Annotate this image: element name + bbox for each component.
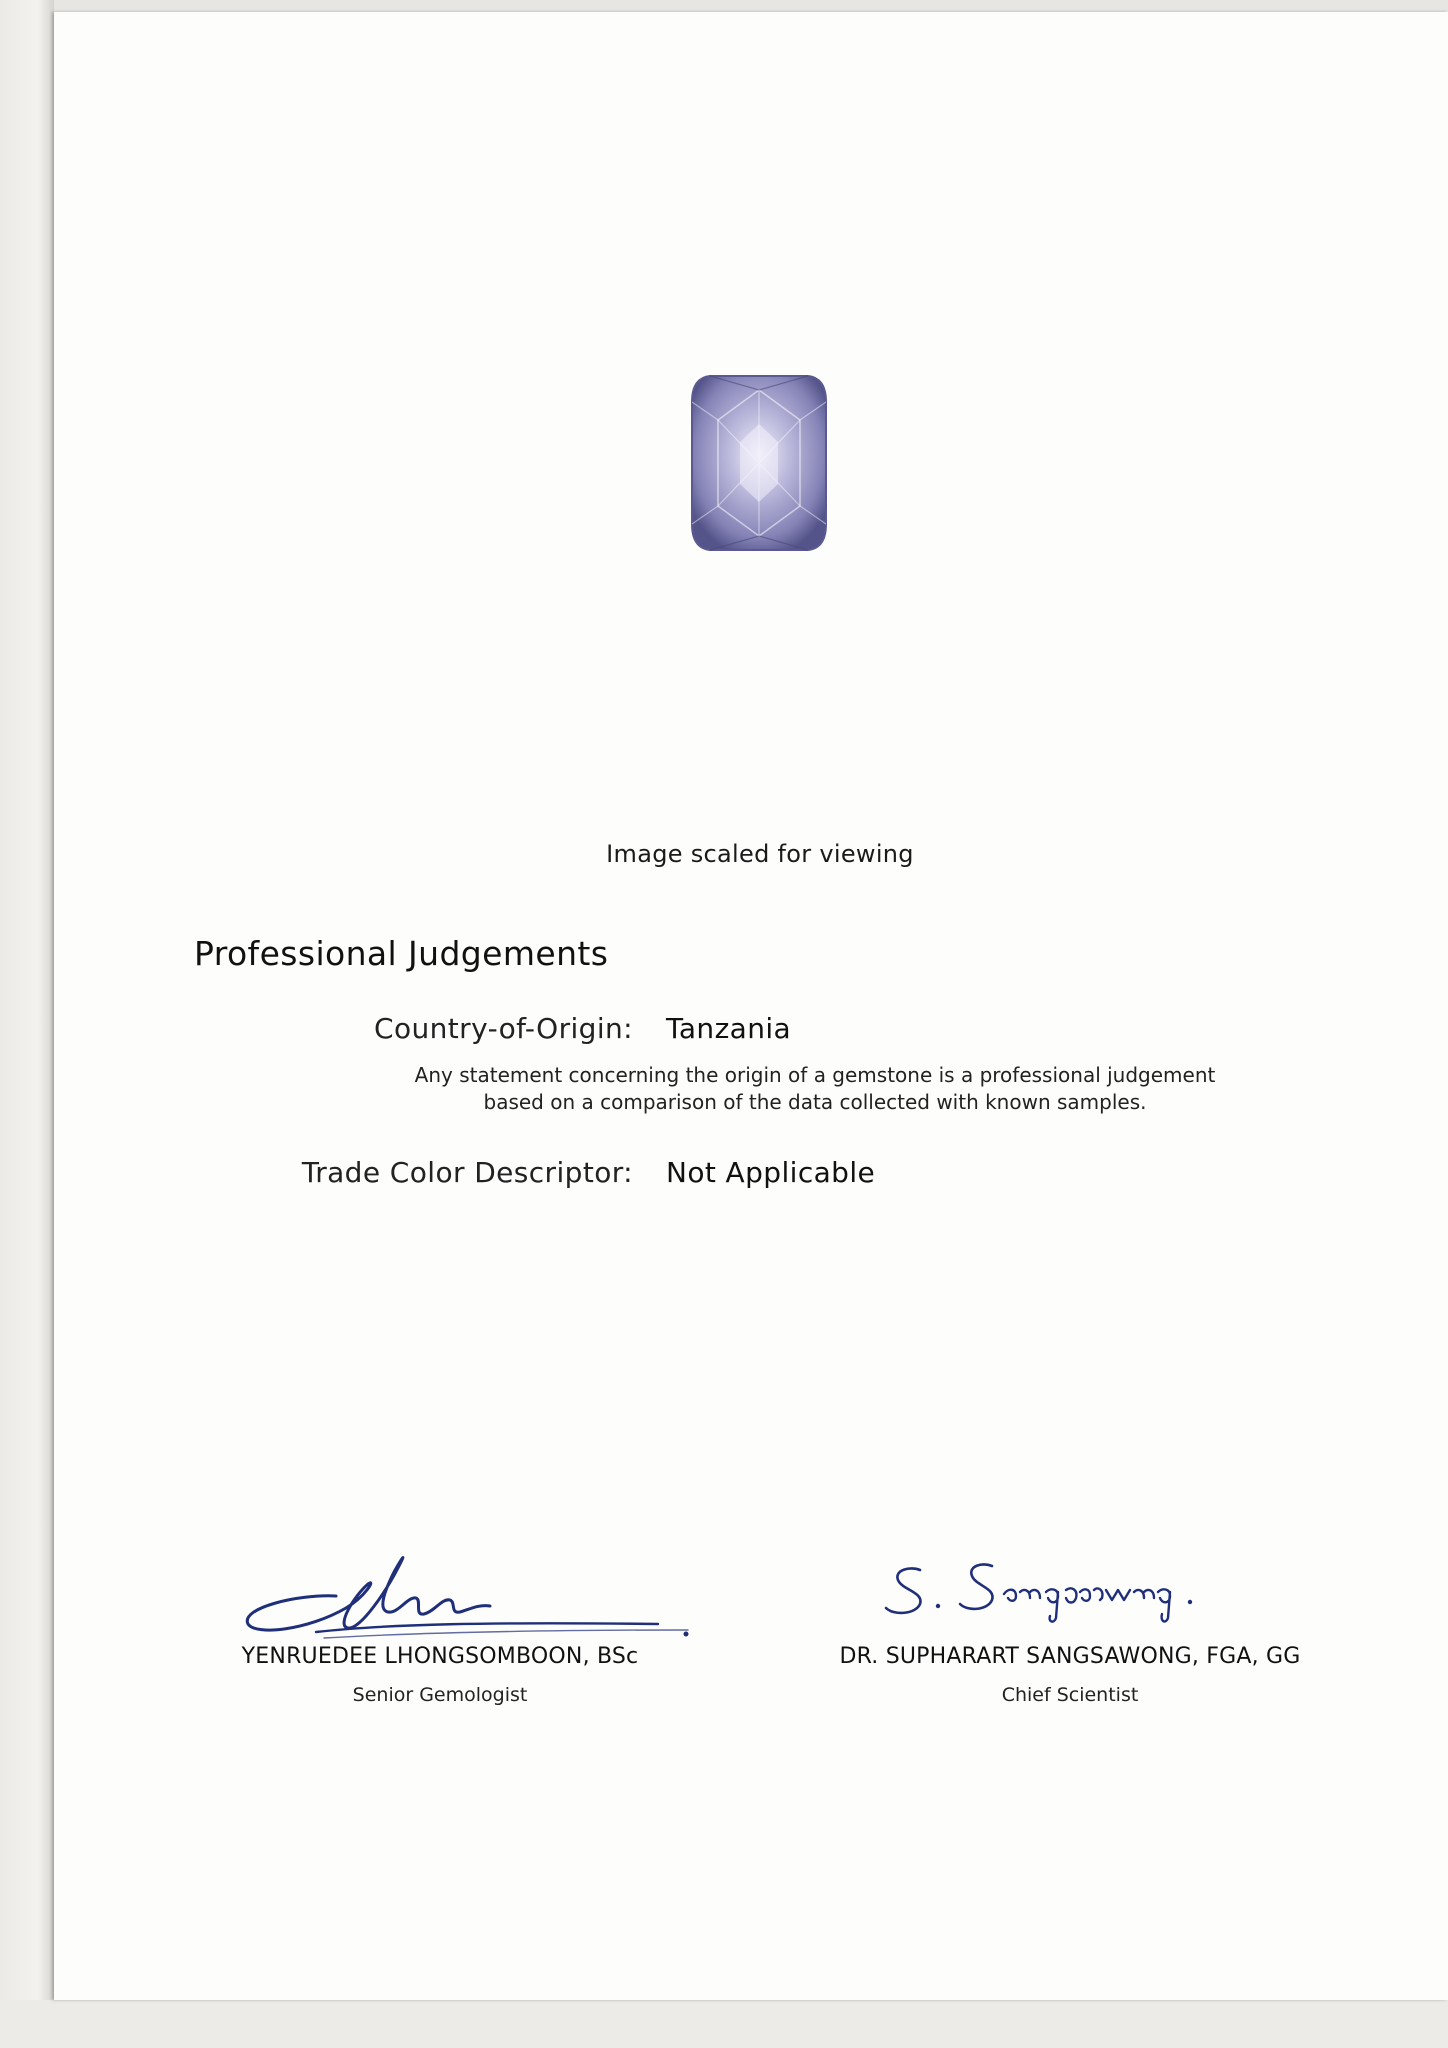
scan-margin: [0, 2000, 1448, 2048]
signer-right-name: DR. SUPHARART SANGSAWONG, FGA, GG: [839, 1644, 1301, 1669]
section-title: Professional Judgements: [194, 934, 609, 973]
trade-color-label: Trade Color Descriptor:: [301, 1156, 633, 1189]
disclaimer-line-2: based on a comparison of the data collected with known samples.: [483, 1090, 1147, 1114]
disclaimer-line-1: Any statement concerning the origin of a gemstone is a professional judgement: [414, 1063, 1216, 1087]
signer-left-name: YENRUEDEE LHONGSOMBOON, BSc: [241, 1644, 639, 1669]
origin-disclaimer: [370, 1062, 1260, 1116]
signature-right: [880, 1548, 1280, 1628]
signer-left-title: Senior Gemologist: [352, 1684, 528, 1706]
origin-label: Country-of-Origin:: [374, 1012, 633, 1045]
image-caption: Image scaled for viewing: [606, 840, 914, 868]
origin-value: Tanzania: [666, 1012, 792, 1045]
binding-edge: [0, 0, 54, 2048]
signer-right-title: Chief Scientist: [1001, 1684, 1139, 1706]
trade-color-value: Not Applicable: [666, 1156, 876, 1189]
gemstone-image: [688, 372, 830, 554]
signature-left: [228, 1538, 708, 1648]
